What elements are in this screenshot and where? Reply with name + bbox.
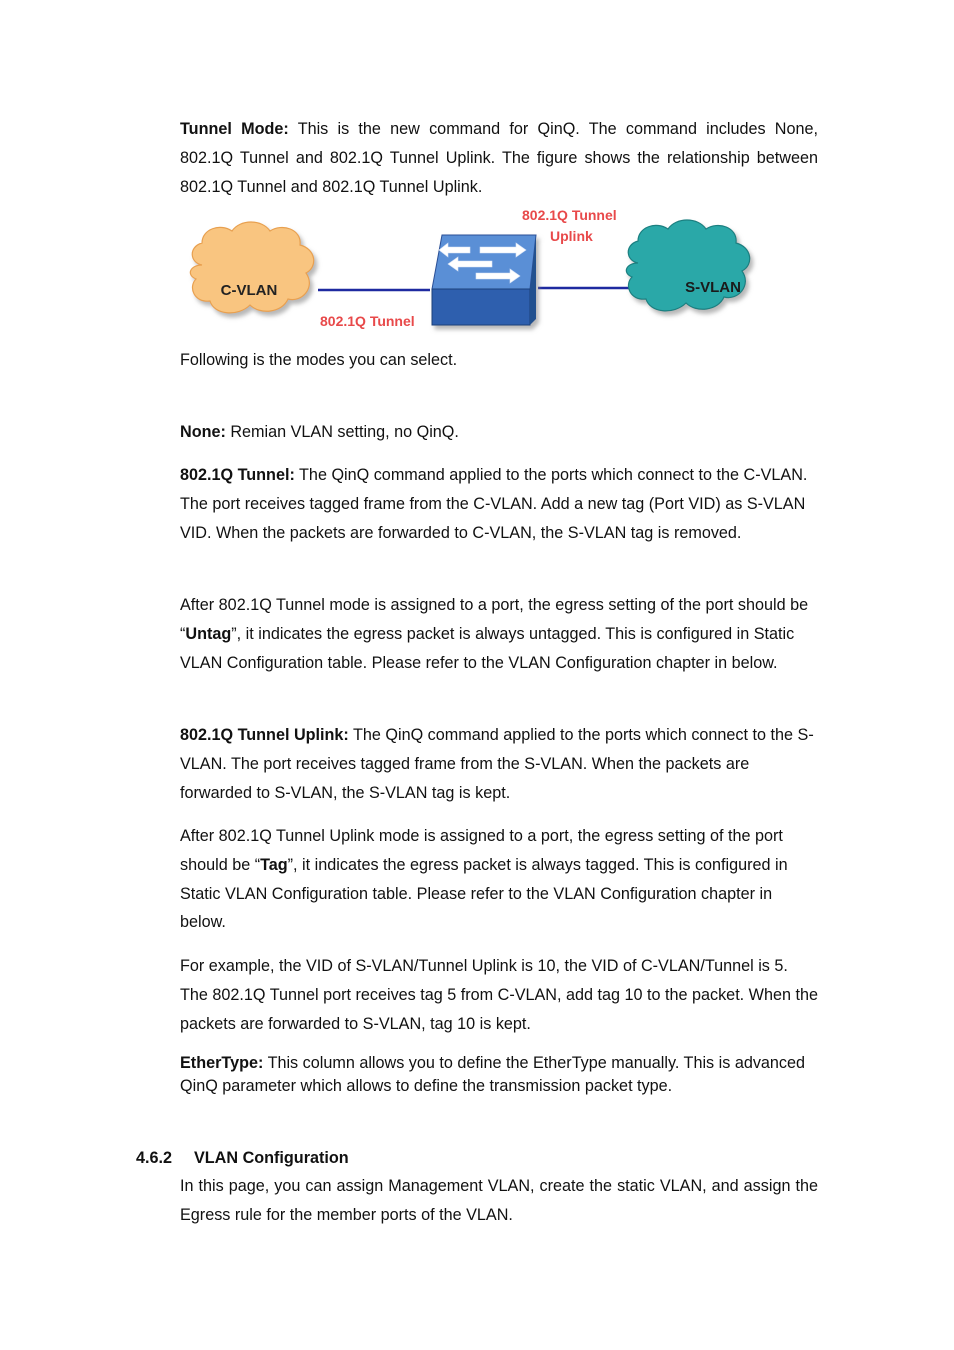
ethertype-label: EtherType: xyxy=(180,1054,264,1072)
ethertype-text: This column allows you to define the EtherType manually. This is advanced QinQ parameter which allows to define the transmission packet type. xyxy=(180,1054,806,1095)
uplink-egress-bold: Tag xyxy=(260,855,288,874)
tunnel-mode-label: Tunnel Mode: xyxy=(180,120,289,138)
section-number: 4.6.2 xyxy=(136,1149,173,1167)
uplink-label: 802.1Q Tunnel Uplink: xyxy=(180,726,349,744)
none-paragraph xyxy=(180,418,818,447)
uplink-egress-paragraph xyxy=(180,822,818,937)
svlan-label: S-VLAN xyxy=(685,279,741,296)
none-text: Remian VLAN setting, no QinQ. xyxy=(225,423,459,441)
svlan-cloud-icon xyxy=(626,220,749,311)
cvlan-label: C-VLAN xyxy=(220,282,278,299)
section-heading xyxy=(136,1145,349,1171)
tunnel-label: 802.1Q Tunnel: xyxy=(180,466,295,484)
modes-intro: Following is the modes you can select. xyxy=(180,351,458,369)
section-text: In this page, you can assign Management VLAN, create the static VLAN, and assign the Egress rule for the member ports of the VLAN. xyxy=(180,1177,818,1224)
qinq-topology-diagram xyxy=(180,203,741,343)
tunnel-egress-paragraph xyxy=(180,591,818,677)
tunnel-mode-text: This is the new command for QinQ. The command includes None, 802.1Q Tunnel and 802.1Q Tunnel Uplink. The figure shows the relationship between 802.1Q Tunnel and 802.1Q Tunnel Uplink. xyxy=(180,120,818,196)
uplink-figure-label-line2: Uplink xyxy=(550,228,593,244)
tunnel-egress-bold: Untag xyxy=(185,624,232,643)
tunnel-text: The QinQ command applied to the ports which connect to the C-VLAN. The port receives tagged frame from the C-VLAN. Add a new tag (Port VID) as S-VLAN VID. When the packets are forwarded to C-VLAN, the S-VLAN tag is removed. xyxy=(180,466,808,542)
uplink-text: The QinQ command applied to the ports which connect to the S-VLAN. The port receives tagged frame from the S-VLAN. When the packets are forwarded to S-VLAN, the S-VLAN tag is kept. xyxy=(180,726,814,802)
ethertype-paragraph xyxy=(180,1052,818,1098)
tunnel-egress-before: After 802.1Q Tunnel mode is assigned to a port, the egress setting of the port should be “ xyxy=(180,596,809,643)
section-title: VLAN Configuration xyxy=(194,1149,349,1167)
tunnel-figure-label: 802.1Q Tunnel xyxy=(320,313,415,329)
uplink-egress-before: After 802.1Q Tunnel Uplink mode is assigned to a port, the egress setting of the port should be “ xyxy=(180,827,783,874)
uplink-egress-after: ”, it indicates the egress packet is always tagged. This is configured in Static VLAN Configuration table. Please refer to the VLAN Configuration chapter in below. xyxy=(180,855,788,932)
qinq-topology-figure xyxy=(180,203,741,343)
none-label: None: xyxy=(180,423,226,441)
uplink-figure-label-line1: 802.1Q Tunnel xyxy=(522,207,617,223)
cvlan-cloud-icon xyxy=(190,222,313,313)
tunnel-paragraph xyxy=(180,461,818,547)
tunnel-egress-after: ”, it indicates the egress packet is always untagged. This is configured in Static VLAN Configuration table. Please refer to the VLAN Configuration chapter in below. xyxy=(180,624,795,672)
example-paragraph: For example, the VID of S-VLAN/Tunnel Uplink is 10, the VID of C-VLAN/Tunnel is 5. The 802.1Q Tunnel port receives tag 5 from C-VLAN, add tag 10 to the packet. When the packets are forwarded to S-VLAN, tag 10 is kept. xyxy=(180,957,818,1033)
tunnel-mode-paragraph xyxy=(180,115,818,201)
switch-icon xyxy=(432,235,536,325)
uplink-paragraph xyxy=(180,721,818,807)
